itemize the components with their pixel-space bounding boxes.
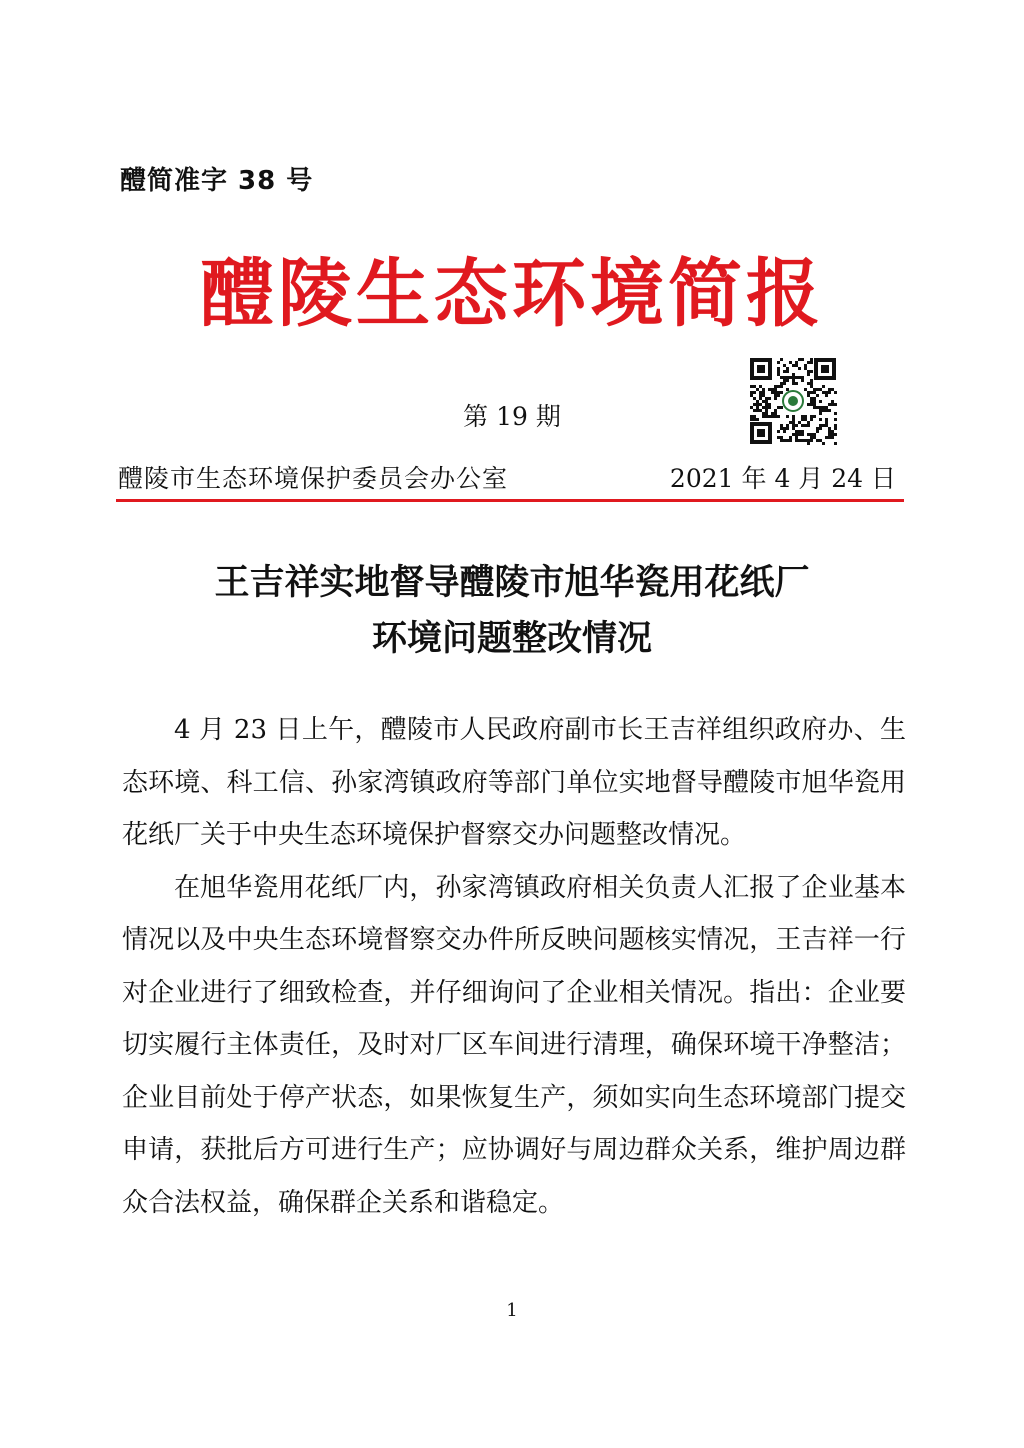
red-divider	[116, 499, 904, 502]
page-number: 1	[506, 1300, 518, 1321]
issue-date: 2021 年 4 月 24 日	[669, 464, 896, 493]
masthead-title: 醴陵生态环境简报	[200, 251, 824, 337]
document-number: 醴简准字 38 号	[120, 166, 314, 196]
qr-code-icon	[748, 356, 838, 446]
article-title-line-1: 王吉祥实地督导醴陵市旭华瓷用花纸厂	[214, 562, 810, 603]
article-body	[122, 704, 906, 1229]
issue-number: 第 19 期	[463, 402, 561, 431]
issuer-office: 醴陵市生态环境保护委员会办公室	[118, 464, 509, 493]
article-title	[0, 555, 1024, 667]
article-title-line-2: 环境问题整改情况	[371, 618, 652, 659]
article-paragraph: 4 月 23 日上午，醴陵市人民政府副市长王吉祥组织政府办、生态环境、科工信、孙家湾镇政府等部门单位实地督导醴陵市旭华瓷用花纸厂关于中央生态环境保护督察交办问题整改情况。	[122, 715, 906, 850]
article-paragraph: 在旭华瓷用花纸厂内，孙家湾镇政府相关负责人汇报了企业基本情况以及中央生态环境督察交办件所反映问题核实情况，王吉祥一行对企业进行了细致检查，并仔细询问了企业相关情况。指出：企业要切实履行主体责任，及时对厂区车间进行清理，确保环境干净整洁；企业目前处于停产状态，如果恢复生产，须如实向生态环境部门提交申请，获批后方可进行生产；应协调好与周边群众关系，维护周边群众合法权益，确保群企关系和谐稳定。	[122, 872, 906, 1218]
